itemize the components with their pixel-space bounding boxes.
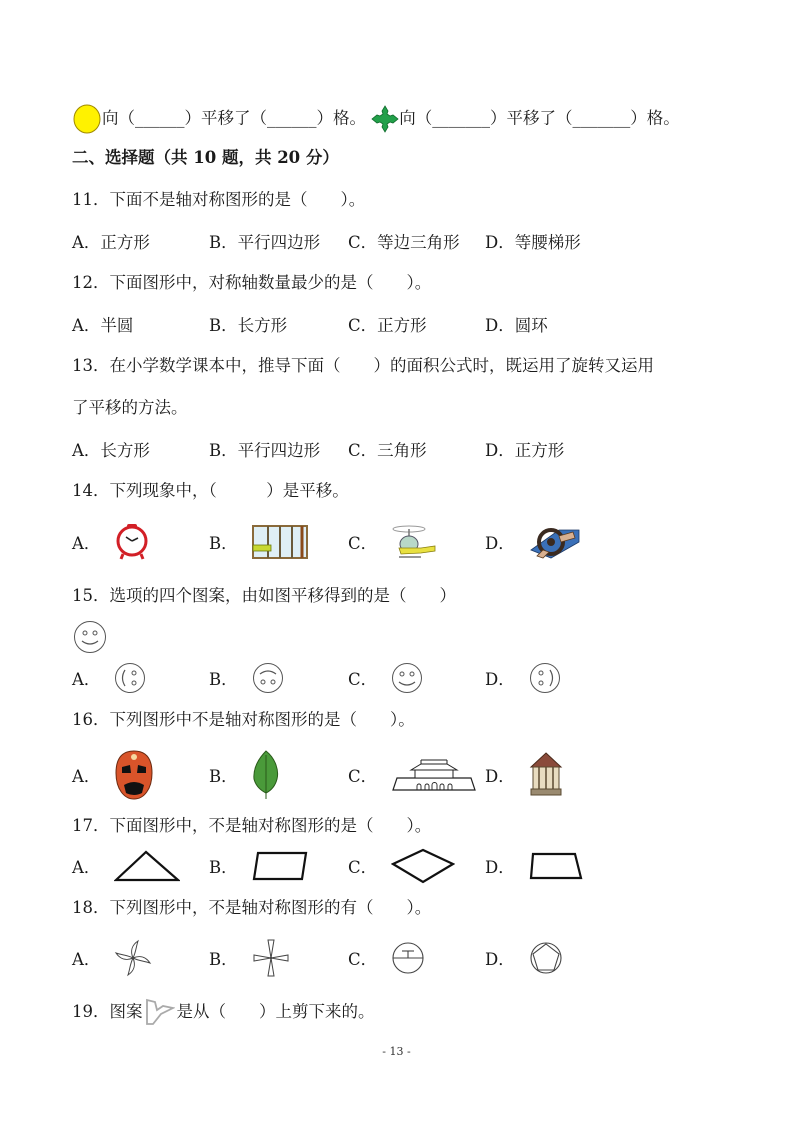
question-12-options xyxy=(72,304,632,344)
option-c[interactable]: C．等边三角形 xyxy=(348,233,460,252)
option-d[interactable]: D． xyxy=(485,846,583,886)
smiley-reference-icon xyxy=(73,620,107,654)
triangle-icon xyxy=(114,850,180,882)
question-13-stem-continued: 了平移的方法。 xyxy=(72,398,188,417)
circle-symbol-icon xyxy=(391,941,425,975)
page-number: - 13 - xyxy=(382,1045,411,1058)
question-14-options xyxy=(72,522,632,562)
option-a[interactable]: A． xyxy=(72,522,150,562)
cross-blades-icon xyxy=(252,938,290,978)
option-b[interactable]: B． xyxy=(209,752,280,798)
question-16-options xyxy=(72,752,632,798)
option-b[interactable]: B． xyxy=(209,522,308,562)
leaf-icon xyxy=(252,749,280,801)
tiananmen-icon xyxy=(391,758,477,792)
option-b[interactable]: B．平行四边形 xyxy=(209,441,321,460)
question-16-stem: 16．下列图形中不是轴对称图形的是（ ）。 xyxy=(72,710,415,729)
steering-wheel-icon xyxy=(529,524,581,560)
green-cross-shape-icon xyxy=(371,105,399,133)
option-c[interactable]: C． xyxy=(348,938,425,978)
helicopter-icon xyxy=(391,524,439,560)
question-15-options xyxy=(72,658,632,698)
option-a[interactable]: A． xyxy=(72,658,146,698)
pentagon-in-circle-icon xyxy=(529,941,563,975)
option-b[interactable]: B． xyxy=(209,938,290,978)
option-d[interactable]: D．等腰梯形 xyxy=(485,233,581,252)
option-d[interactable]: D．圆环 xyxy=(485,316,548,335)
option-c[interactable]: C． xyxy=(348,752,477,798)
sliding-window-icon xyxy=(252,525,308,559)
yellow-circle-icon xyxy=(72,104,102,134)
option-a[interactable]: A． xyxy=(72,846,180,886)
green-shape-question: 向（_______）平移了（_______）格。 xyxy=(399,108,680,128)
fill-in-line xyxy=(72,104,680,134)
option-c[interactable]: C． xyxy=(348,846,455,886)
smiley-icon xyxy=(391,662,423,694)
pavilion-icon xyxy=(529,751,563,799)
alarm-clock-icon xyxy=(114,523,150,561)
option-d[interactable]: D． xyxy=(485,658,561,698)
option-a[interactable]: A． xyxy=(72,752,154,798)
option-d[interactable]: D． xyxy=(485,752,563,798)
option-b[interactable]: B． xyxy=(209,658,284,698)
rhombus-icon xyxy=(391,848,455,884)
option-c[interactable]: C． xyxy=(348,522,439,562)
option-c[interactable]: C． xyxy=(348,658,423,698)
question-14-stem: 14．下列现象中，（ ）是平移。 xyxy=(72,481,349,500)
trapezoid-icon xyxy=(529,852,583,880)
parallelogram-icon xyxy=(252,851,308,881)
question-11-stem: 11．下面不是轴对称图形的是（ ）。 xyxy=(72,190,366,209)
cut-pattern-icon xyxy=(145,998,175,1026)
smiley-rotated-right-icon xyxy=(529,662,561,694)
option-b[interactable]: B． xyxy=(209,846,308,886)
option-c[interactable]: C．三角形 xyxy=(348,441,427,460)
question-15-stem: 15．选项的四个图案，由如图平移得到的是（ ） xyxy=(72,586,456,605)
pinwheel-icon xyxy=(114,939,152,977)
question-18-stem: 18．下列图形中，不是轴对称图形的有（ ）。 xyxy=(72,898,432,917)
section-title: 二、选择题（共 10 题，共 20 分） xyxy=(72,148,339,167)
option-a[interactable]: A．长方形 xyxy=(72,441,150,460)
question-19-stem: 19．图案 是从（ ）上剪下来的。 xyxy=(72,998,375,1026)
option-b[interactable]: B．平行四边形 xyxy=(209,233,321,252)
option-d[interactable]: D． xyxy=(485,522,581,562)
option-a[interactable]: A． xyxy=(72,938,152,978)
question-17-stem: 17．下面图形中，不是轴对称图形的是（ ）。 xyxy=(72,816,432,835)
yellow-shape-question: 向（______）平移了（______）格。 xyxy=(102,108,366,128)
option-a[interactable]: A．正方形 xyxy=(72,233,150,252)
option-d[interactable]: D． xyxy=(485,938,563,978)
option-d[interactable]: D．正方形 xyxy=(485,441,565,460)
opera-mask-icon xyxy=(114,749,154,801)
option-b[interactable]: B．长方形 xyxy=(209,316,288,335)
question-11-options xyxy=(72,221,632,261)
question-18-options xyxy=(72,938,632,978)
option-a[interactable]: A．半圆 xyxy=(72,316,134,335)
smiley-upside-down-icon xyxy=(252,662,284,694)
question-13-options xyxy=(72,429,632,469)
question-13-stem: 13．在小学数学课本中，推导下面（ ）的面积公式时，既运用了旋转又运用 xyxy=(72,356,654,375)
option-c[interactable]: C．正方形 xyxy=(348,316,427,335)
question-12-stem: 12．下面图形中，对称轴数量最少的是（ ）。 xyxy=(72,273,432,292)
smiley-rotated-left-icon xyxy=(114,662,146,694)
question-17-options xyxy=(72,846,632,886)
